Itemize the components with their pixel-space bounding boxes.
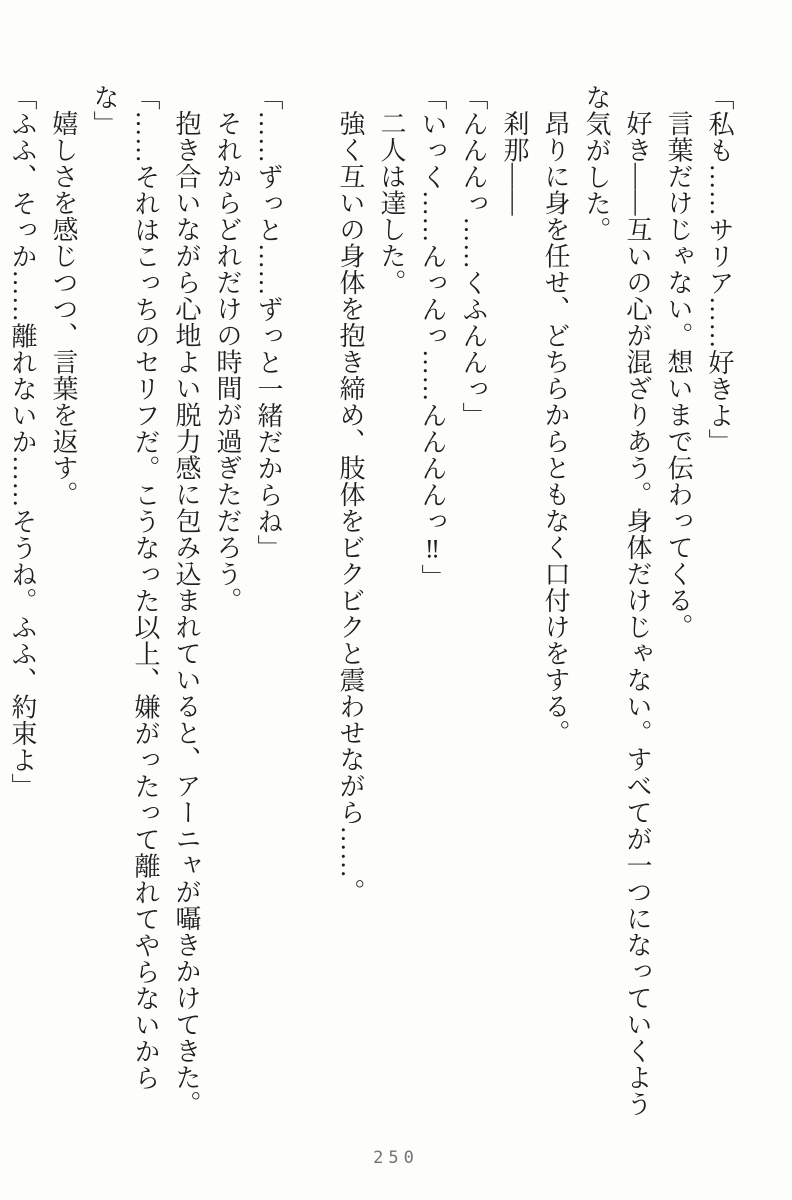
text-line: 二人は達した。 xyxy=(377,110,406,296)
text-line: 強く互いの身体を抱き締め、肢体をビクビクと震わせながら……。 xyxy=(336,110,365,905)
blank-line xyxy=(289,84,330,1130)
page-number: 250 xyxy=(373,1148,419,1168)
text-line: 「私も……サリア……好きよ」 xyxy=(705,84,734,455)
text-line: 抱き合いながら心地よい脱力感に包み込まれていると、アーニャが囁きかけてきた。 xyxy=(172,110,201,1117)
text-line: 「……ずっと……ずっと一緒だからね」 xyxy=(254,84,283,561)
text-line: 言葉だけじゃない。想いまで伝わってくる。 xyxy=(664,110,693,640)
text-line: 「ふふ、そっか……離れないか……そうね。ふふ、約束よ」 xyxy=(8,84,37,800)
text-line: それからどれだけの時間が過ぎただろう。 xyxy=(213,110,242,614)
page-text xyxy=(2,84,740,1130)
text-line: 「いっく……んっんっ……んんんんっ‼」 xyxy=(418,84,447,591)
text-line: 刹那—— xyxy=(500,110,529,216)
text-line: 「……それはこっちのセリフだ。こうなった以上、嫌がったって離れてやらないからな」 xyxy=(90,84,160,1091)
text-line: 好き——互いの心が混ざりあう。身体だけじゃない。すべてが一つになっていくような気がした。 xyxy=(582,84,652,1117)
text-line: 「んんんっ……くふんんっ」 xyxy=(459,84,488,429)
text-line: 嬉しさを感じつつ、言葉を返す。 xyxy=(49,110,78,508)
text-line: 昂りに身を任せ、どちらからともなく口付けをする。 xyxy=(541,110,570,746)
